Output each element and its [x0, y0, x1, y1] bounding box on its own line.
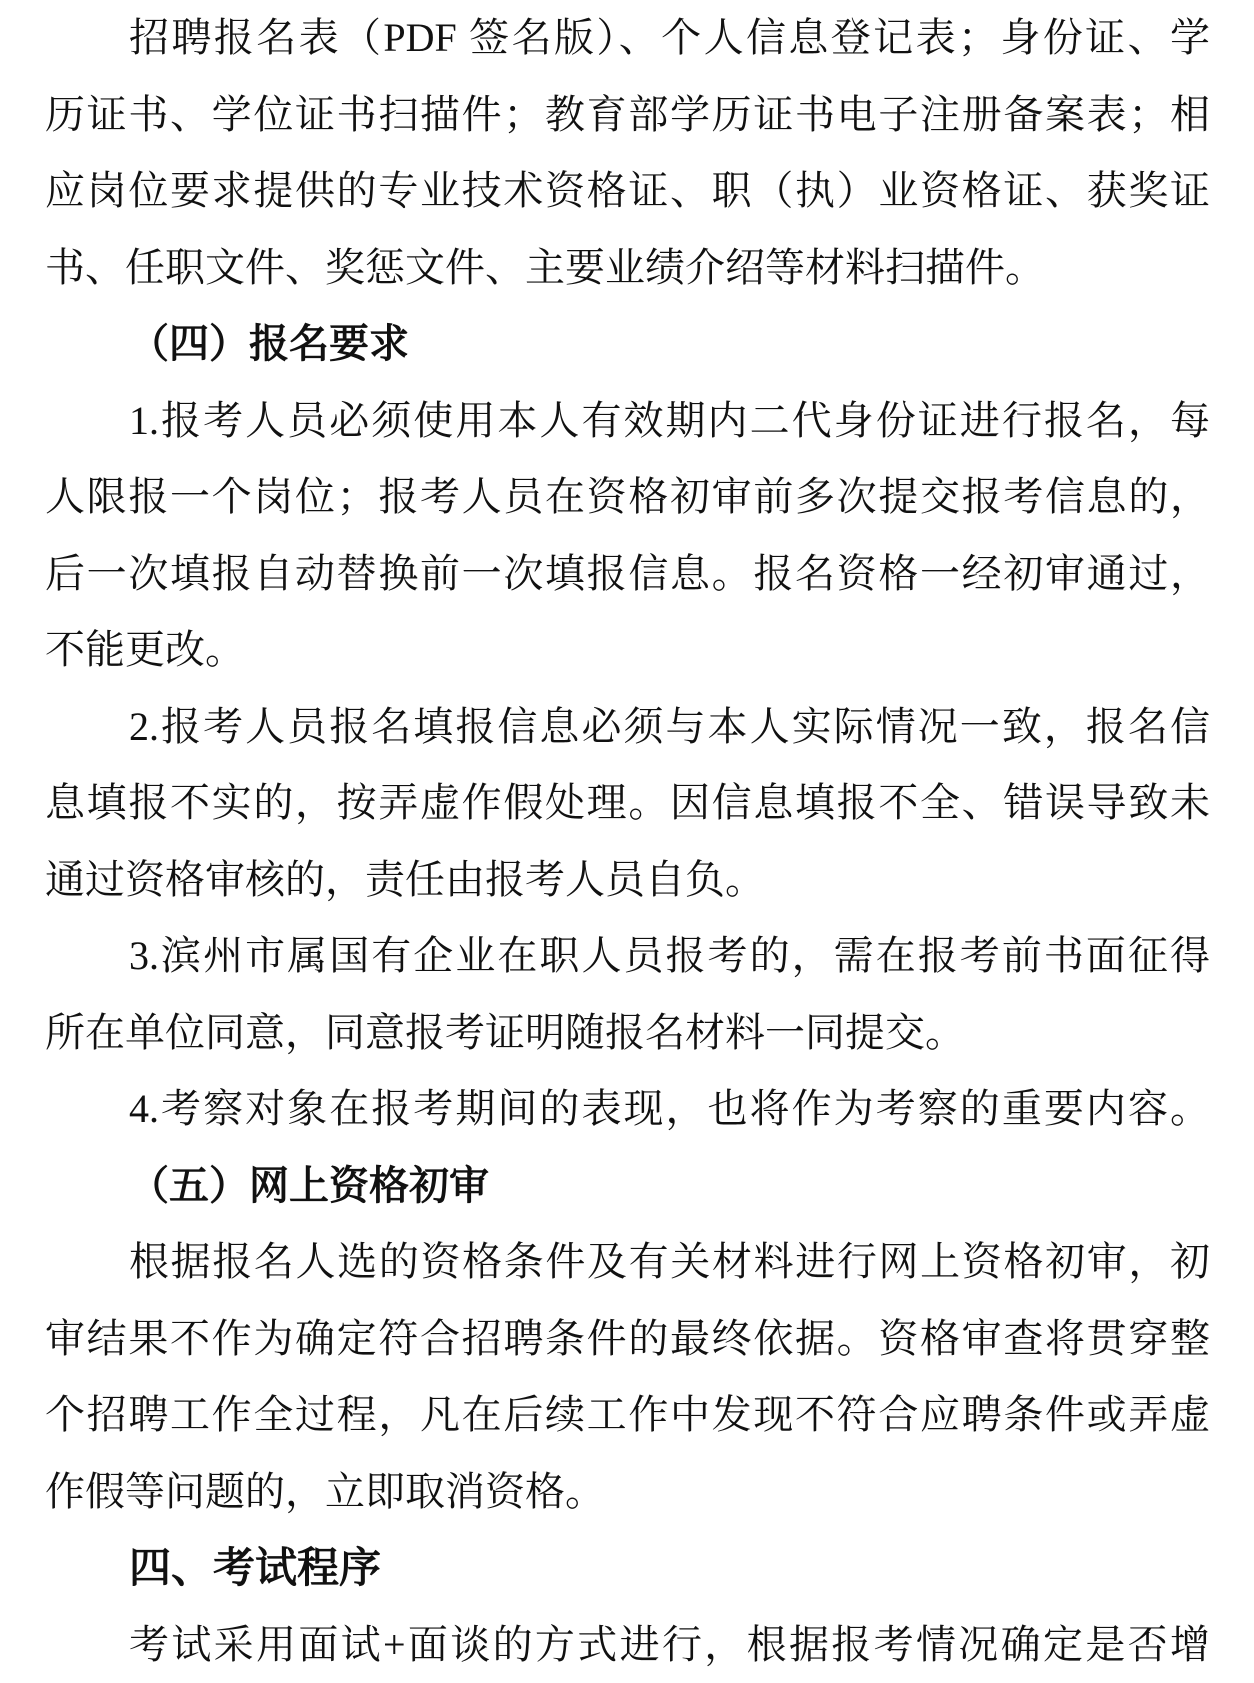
text-line: 审结果不作为确定符合招聘条件的最终依据。资格审查将贯穿整: [45, 1315, 1210, 1361]
section-4-heading: 四、考试程序: [129, 1544, 382, 1591]
text-line: 历证书、学位证书扫描件；教育部学历证书电子注册备案表；相: [45, 91, 1210, 137]
text-line: 考试采用面试+面谈的方式进行，根据报考情况确定是否增: [129, 1621, 1210, 1667]
text-line: 个招聘工作全过程，凡在后续工作中发现不符合应聘条件或弄虚: [45, 1392, 1210, 1437]
text-line: 不能更改。: [45, 627, 245, 672]
text-line: 作假等问题的，立即取消资格。: [45, 1468, 605, 1514]
text-line: 根据报名人选的资格条件及有关材料进行网上资格初审，初: [129, 1239, 1210, 1284]
text-line: 所在单位同意，同意报考证明随报名材料一同提交。: [45, 1009, 965, 1055]
text-line: 招聘报名表（PDF 签名版）、个人信息登记表；身份证、学: [129, 15, 1210, 60]
subsection-4-heading: （四）报名要求: [129, 321, 409, 366]
text-line: 息填报不实的，按弄虚作假处理。因信息填报不全、错误导致未: [45, 780, 1210, 825]
text-line: 书、任职文件、奖惩文件、主要业绩介绍等材料扫描件。: [45, 244, 1045, 290]
subsection-5-heading: （五）网上资格初审: [129, 1162, 489, 1208]
text-line: 后一次填报自动替换前一次填报信息。报名资格一经初审通过，: [45, 550, 1210, 596]
text-line: 2.报考人员报名填报信息必须与本人实际情况一致，报名信: [129, 703, 1210, 749]
text-line: 3.滨州市属国有企业在职人员报考的，需在报考前书面征得: [129, 933, 1210, 978]
text-line: 通过资格审核的，责任由报考人员自负。: [45, 856, 765, 902]
text-line: 4.考察对象在报考期间的表现，也将作为考察的重要内容。: [129, 1086, 1210, 1131]
text-line: 1.报考人员必须使用本人有效期内二代身份证进行报名，每: [129, 397, 1210, 443]
text-line: 应岗位要求提供的专业技术资格证、职（执）业资格证、获奖证: [45, 168, 1210, 213]
text-line: 人限报一个岗位；报考人员在资格初审前多次提交报考信息的，: [45, 474, 1210, 519]
